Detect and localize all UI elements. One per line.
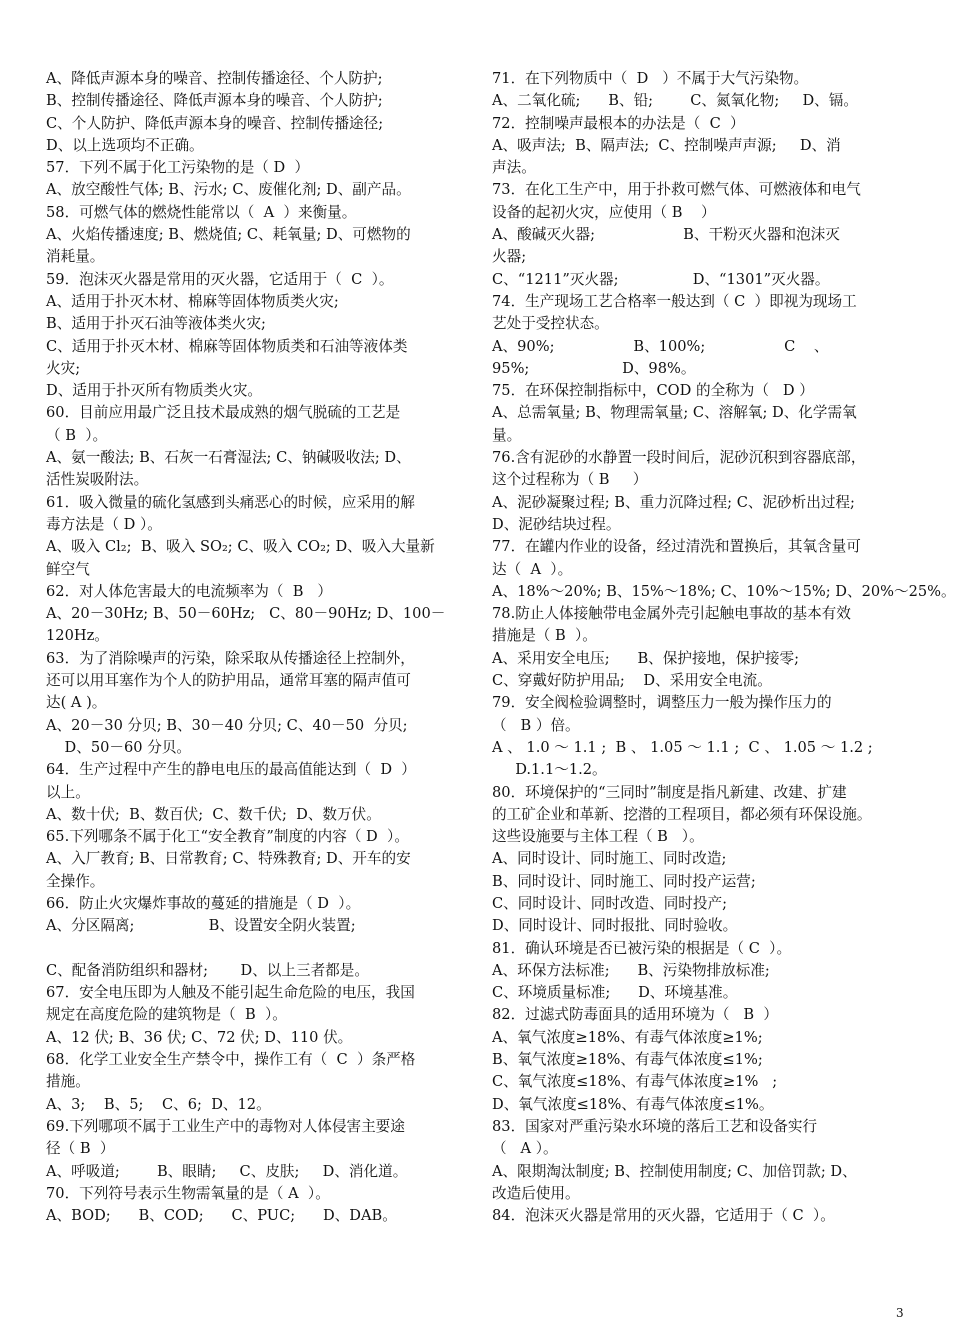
text-line: A、BOD; B、COD; C、PUC; D、DAB。 bbox=[46, 1207, 397, 1225]
text-line: 声法。 bbox=[492, 159, 536, 177]
text-line: （ B ）。 bbox=[46, 426, 108, 444]
text-line: A、18%～20%; B、15%～18%; C、10%～15%; D、20%～25%。 bbox=[492, 582, 956, 600]
text-line: 58．可燃气体的燃烧性能常以（ A ）来衡量。 bbox=[46, 203, 357, 221]
text-line: C、环境质量标准; D、环境基准。 bbox=[492, 984, 738, 1002]
text-line: C、个人防护、降低声源本身的噪音、控制传播途径; bbox=[46, 114, 384, 132]
text-line: 火灾; bbox=[46, 359, 81, 377]
text-line: A 、 1.0 ～ 1.1 ; B 、 1.05 ～ 1.1 ; C 、 1.05 ～ 1.2 ; bbox=[492, 738, 873, 756]
text-line: A、酸碱灭火器; B、干粉灭火器和泡沫灭 bbox=[492, 226, 840, 244]
text-line: 61．吸入微量的硫化氢感到头痛恶心的时候，应采用的解 bbox=[46, 493, 415, 511]
text-line: A、分区隔离; B、设置安全阴火装置; bbox=[46, 917, 356, 935]
text-line: A、同时设计、同时施工、同时改造; bbox=[492, 850, 727, 868]
text-line: B、控制传播途径、降低声源本身的噪音、个人防护; bbox=[46, 92, 383, 110]
text-line: 达（ A ）。 bbox=[492, 560, 573, 578]
text-line: A、放空酸性气体; B、污水; C、废催化剂; D、副产品。 bbox=[46, 181, 411, 199]
text-line: A、泥砂凝聚过程; B、重力沉降过程; C、泥砂析出过程; bbox=[492, 493, 855, 511]
left-column bbox=[46, 68, 464, 1227]
right-column bbox=[492, 68, 956, 1227]
text-line: 达( A )。 bbox=[46, 694, 107, 712]
text-line: A、吸声法; B、隔声法; C、控制噪声声源; D、消 bbox=[492, 136, 841, 154]
text-line: 120Hz。 bbox=[46, 627, 109, 645]
text-line: 95%; D、98%。 bbox=[492, 359, 696, 377]
text-line: A、12 伏; B、36 伏; C、72 伏; D、110 伏。 bbox=[46, 1028, 353, 1046]
text-line: 量。 bbox=[492, 426, 522, 444]
text-line: 活性炭吸附法。 bbox=[46, 471, 149, 489]
text-line: 59．泡沫灭火器是常用的灭火器，它适用于（ C ）。 bbox=[46, 270, 394, 288]
text-line: 78.防止人体接触带电金属外壳引起触电事故的基本有效 bbox=[492, 605, 851, 623]
text-line: A、氨一酸法; B、石灰一石膏湿法; C、钠碱吸收法; D、 bbox=[46, 449, 411, 467]
text-line: 65.下列哪条不属于化工“安全教育”制度的内容（ D ）。 bbox=[46, 828, 409, 846]
text-line: 63．为了消除噪声的污染，除采取从传播途径上控制外， bbox=[46, 649, 415, 667]
text-line: C、配备消防组织和器材; D、以上三者都是。 bbox=[46, 961, 369, 979]
text-line: 74．生产现场工艺合格率一般达到（ C ）即视为现场工 bbox=[492, 292, 857, 310]
text-line: A、吸入 Cl₂; B、吸入 SO₂; C、吸入 CO₂; D、吸入大量新 bbox=[46, 538, 435, 556]
text-line: 全操作。 bbox=[46, 872, 105, 890]
text-line: A、总需氧量; B、物理需氧量; C、溶解氧; D、化学需氧 bbox=[492, 404, 857, 422]
text-line: D、以上选项均不正确。 bbox=[46, 136, 204, 154]
text-line: 57．下列不属于化工污染物的是（ D ） bbox=[46, 159, 310, 177]
text-line: A、20－30Hz; B、50－60Hz; C、80－90Hz; D、100－ bbox=[46, 605, 446, 623]
text-line: 68．化学工业安全生产禁令中，操作工有（ C ）条严格 bbox=[46, 1051, 416, 1069]
text-line: 75．在环保控制指标中，COD 的全称为（ D ） bbox=[492, 382, 814, 400]
text-line: 64．生产过程中产生的静电电压的最高值能达到（ D ） bbox=[46, 761, 416, 779]
text-line: 82．过滤式防毒面具的适用环境为（ B ） bbox=[492, 1006, 778, 1024]
text-line: 62．对人体危害最大的电流频率为（ B ） bbox=[46, 582, 332, 600]
text-line: 72．控制噪声最根本的办法是（ C ） bbox=[492, 114, 745, 132]
text-line: 80．环境保护的“三同时”制度是指凡新建、改建、扩建 bbox=[492, 783, 847, 801]
text-line: 规定在高度危险的建筑物是（ B ）。 bbox=[46, 1006, 287, 1024]
text-line: 鲜空气 bbox=[46, 560, 90, 578]
text-line: 73．在化工生产中，用于扑救可燃气体、可燃液体和电气 bbox=[492, 181, 861, 199]
text-line: （ A ）。 bbox=[492, 1140, 558, 1158]
text-line: C、氧气浓度≤18%、有毒气体浓度≥1% ; bbox=[492, 1073, 778, 1091]
text-line: 84．泡沫灭火器是常用的灭火器，它适用于（ C ）。 bbox=[492, 1207, 835, 1225]
text-line: D、泥砂结块过程。 bbox=[492, 515, 621, 533]
text-line: D、50－60 分贝。 bbox=[46, 738, 192, 756]
text-line: 的工矿企业和革新、挖潜的工程项目，都必须有环保设施。 bbox=[492, 805, 872, 823]
text-line: 70．下列符号表示生物需氧量的是（ A ）。 bbox=[46, 1184, 330, 1202]
text-line: 79．安全阀检验调整时，调整压力一般为操作压力的 bbox=[492, 694, 832, 712]
text-line: A、降低声源本身的噪音、控制传播途径、个人防护; bbox=[46, 70, 383, 87]
text-line: 71．在下列物质中（ D ）不属于大气污染物。 bbox=[492, 70, 809, 87]
text-line: 60．目前应用最广泛且技术最成熟的烟气脱硫的工艺是 bbox=[46, 404, 401, 422]
text-line: 这个过程称为（ B ） bbox=[492, 471, 648, 489]
text-line: A、火焰传播速度; B、燃烧值; C、耗氧量; D、可燃物的 bbox=[46, 226, 411, 244]
text-line: A、适用于扑灭木材、棉麻等固体物质类火灾; bbox=[46, 292, 339, 310]
text-line: D、同时设计、同时报批、同时验收。 bbox=[492, 917, 738, 935]
text-line: 以上。 bbox=[46, 783, 90, 801]
text-line: A、氧气浓度≥18%、有毒气体浓度≥1%; bbox=[492, 1028, 763, 1046]
text-line: A、限期淘汰制度; B、控制使用制度; C、加倍罚款; D、 bbox=[492, 1162, 857, 1180]
text-line: 措施。 bbox=[46, 1073, 90, 1091]
text-line: D、氧气浓度≤18%、有毒气体浓度≤1%。 bbox=[492, 1095, 774, 1113]
text-line: A、20－30 分贝; B、30－40 分贝; C、40－50 分贝; bbox=[46, 716, 408, 734]
text-line: A、采用安全电压; B、保护接地，保护接零; bbox=[492, 649, 800, 667]
text-line: 66．防止火灾爆炸事故的蔓延的措施是（ D ）。 bbox=[46, 894, 361, 912]
page-number: 3 bbox=[896, 1306, 904, 1320]
text-line: C、同时设计、同时改造、同时投产; bbox=[492, 894, 727, 912]
text-line: D、适用于扑灭所有物质类火灾。 bbox=[46, 382, 263, 400]
text-line: A、入厂教育; B、日常教育; C、特殊教育; D、开车的安 bbox=[46, 850, 411, 868]
text-line: 77．在罐内作业的设备，经过清洗和置换后，其氧含量可 bbox=[492, 538, 861, 556]
text-line: A、环保方法标准; B、污染物排放标准; bbox=[492, 961, 770, 979]
text-line bbox=[46, 938, 464, 960]
text-line: A、二氧化硫; B、铅; C、氮氧化物; D、镉。 bbox=[492, 92, 858, 110]
text-line: A、数十伏; B、数百伏; C、数千伏; D、数万伏。 bbox=[46, 805, 381, 823]
text-line: 措施是（ B ）。 bbox=[492, 627, 597, 645]
text-line: 设备的起初火灾，应使用（ B ） bbox=[492, 203, 716, 221]
text-line: （ B ）倍。 bbox=[492, 716, 580, 734]
text-line: 81．确认环境是否已被污染的根据是（ C ）。 bbox=[492, 939, 792, 957]
text-line: 艺处于受控状态。 bbox=[492, 315, 609, 333]
text-line: 69.下列哪项不属于工业生产中的毒物对人体侵害主要途 bbox=[46, 1117, 405, 1135]
text-line: 径（ B ） bbox=[46, 1140, 115, 1158]
text-line: 这些设施要与主体工程（ B ）。 bbox=[492, 828, 704, 846]
text-line: A、3; B、5; C、6; D、12。 bbox=[46, 1095, 271, 1113]
text-line: 毒方法是（ D ）。 bbox=[46, 515, 162, 533]
text-line: C、适用于扑灭木材、棉麻等固体物质类和石油等液体类 bbox=[46, 337, 408, 355]
text-line: C、“1211”灭火器; D、“1301”灭火器。 bbox=[492, 270, 830, 288]
text-line: C、穿戴好防护用品; D、采用安全电流。 bbox=[492, 672, 772, 690]
text-line: 83．国家对严重污染水环境的落后工艺和设备实行 bbox=[492, 1117, 818, 1135]
text-line: D.1.1～1.2。 bbox=[492, 761, 607, 779]
text-line: 67．安全电压即为人触及不能引起生命危险的电压，我国 bbox=[46, 984, 415, 1002]
text-line: A、呼吸道; B、眼睛; C、皮肤; D、消化道。 bbox=[46, 1162, 408, 1180]
text-line: A、90%; B、100%; C 、 bbox=[492, 337, 829, 355]
text-line: B、氧气浓度≥18%、有毒气体浓度≤1%; bbox=[492, 1051, 763, 1069]
text-line: 还可以用耳塞作为个人的防护用品，通常耳塞的隔声值可 bbox=[46, 672, 411, 690]
text-line: 消耗量。 bbox=[46, 248, 105, 266]
text-line: B、适用于扑灭石油等液体类火灾; bbox=[46, 315, 266, 333]
text-line: 76.含有泥砂的水静置一段时间后，泥砂沉积到容器底部， bbox=[492, 449, 866, 467]
text-line: 火器; bbox=[492, 248, 527, 266]
text-line: 改造后使用。 bbox=[492, 1184, 580, 1202]
text-line: B、同时设计、同时施工、同时投产运营; bbox=[492, 872, 756, 890]
